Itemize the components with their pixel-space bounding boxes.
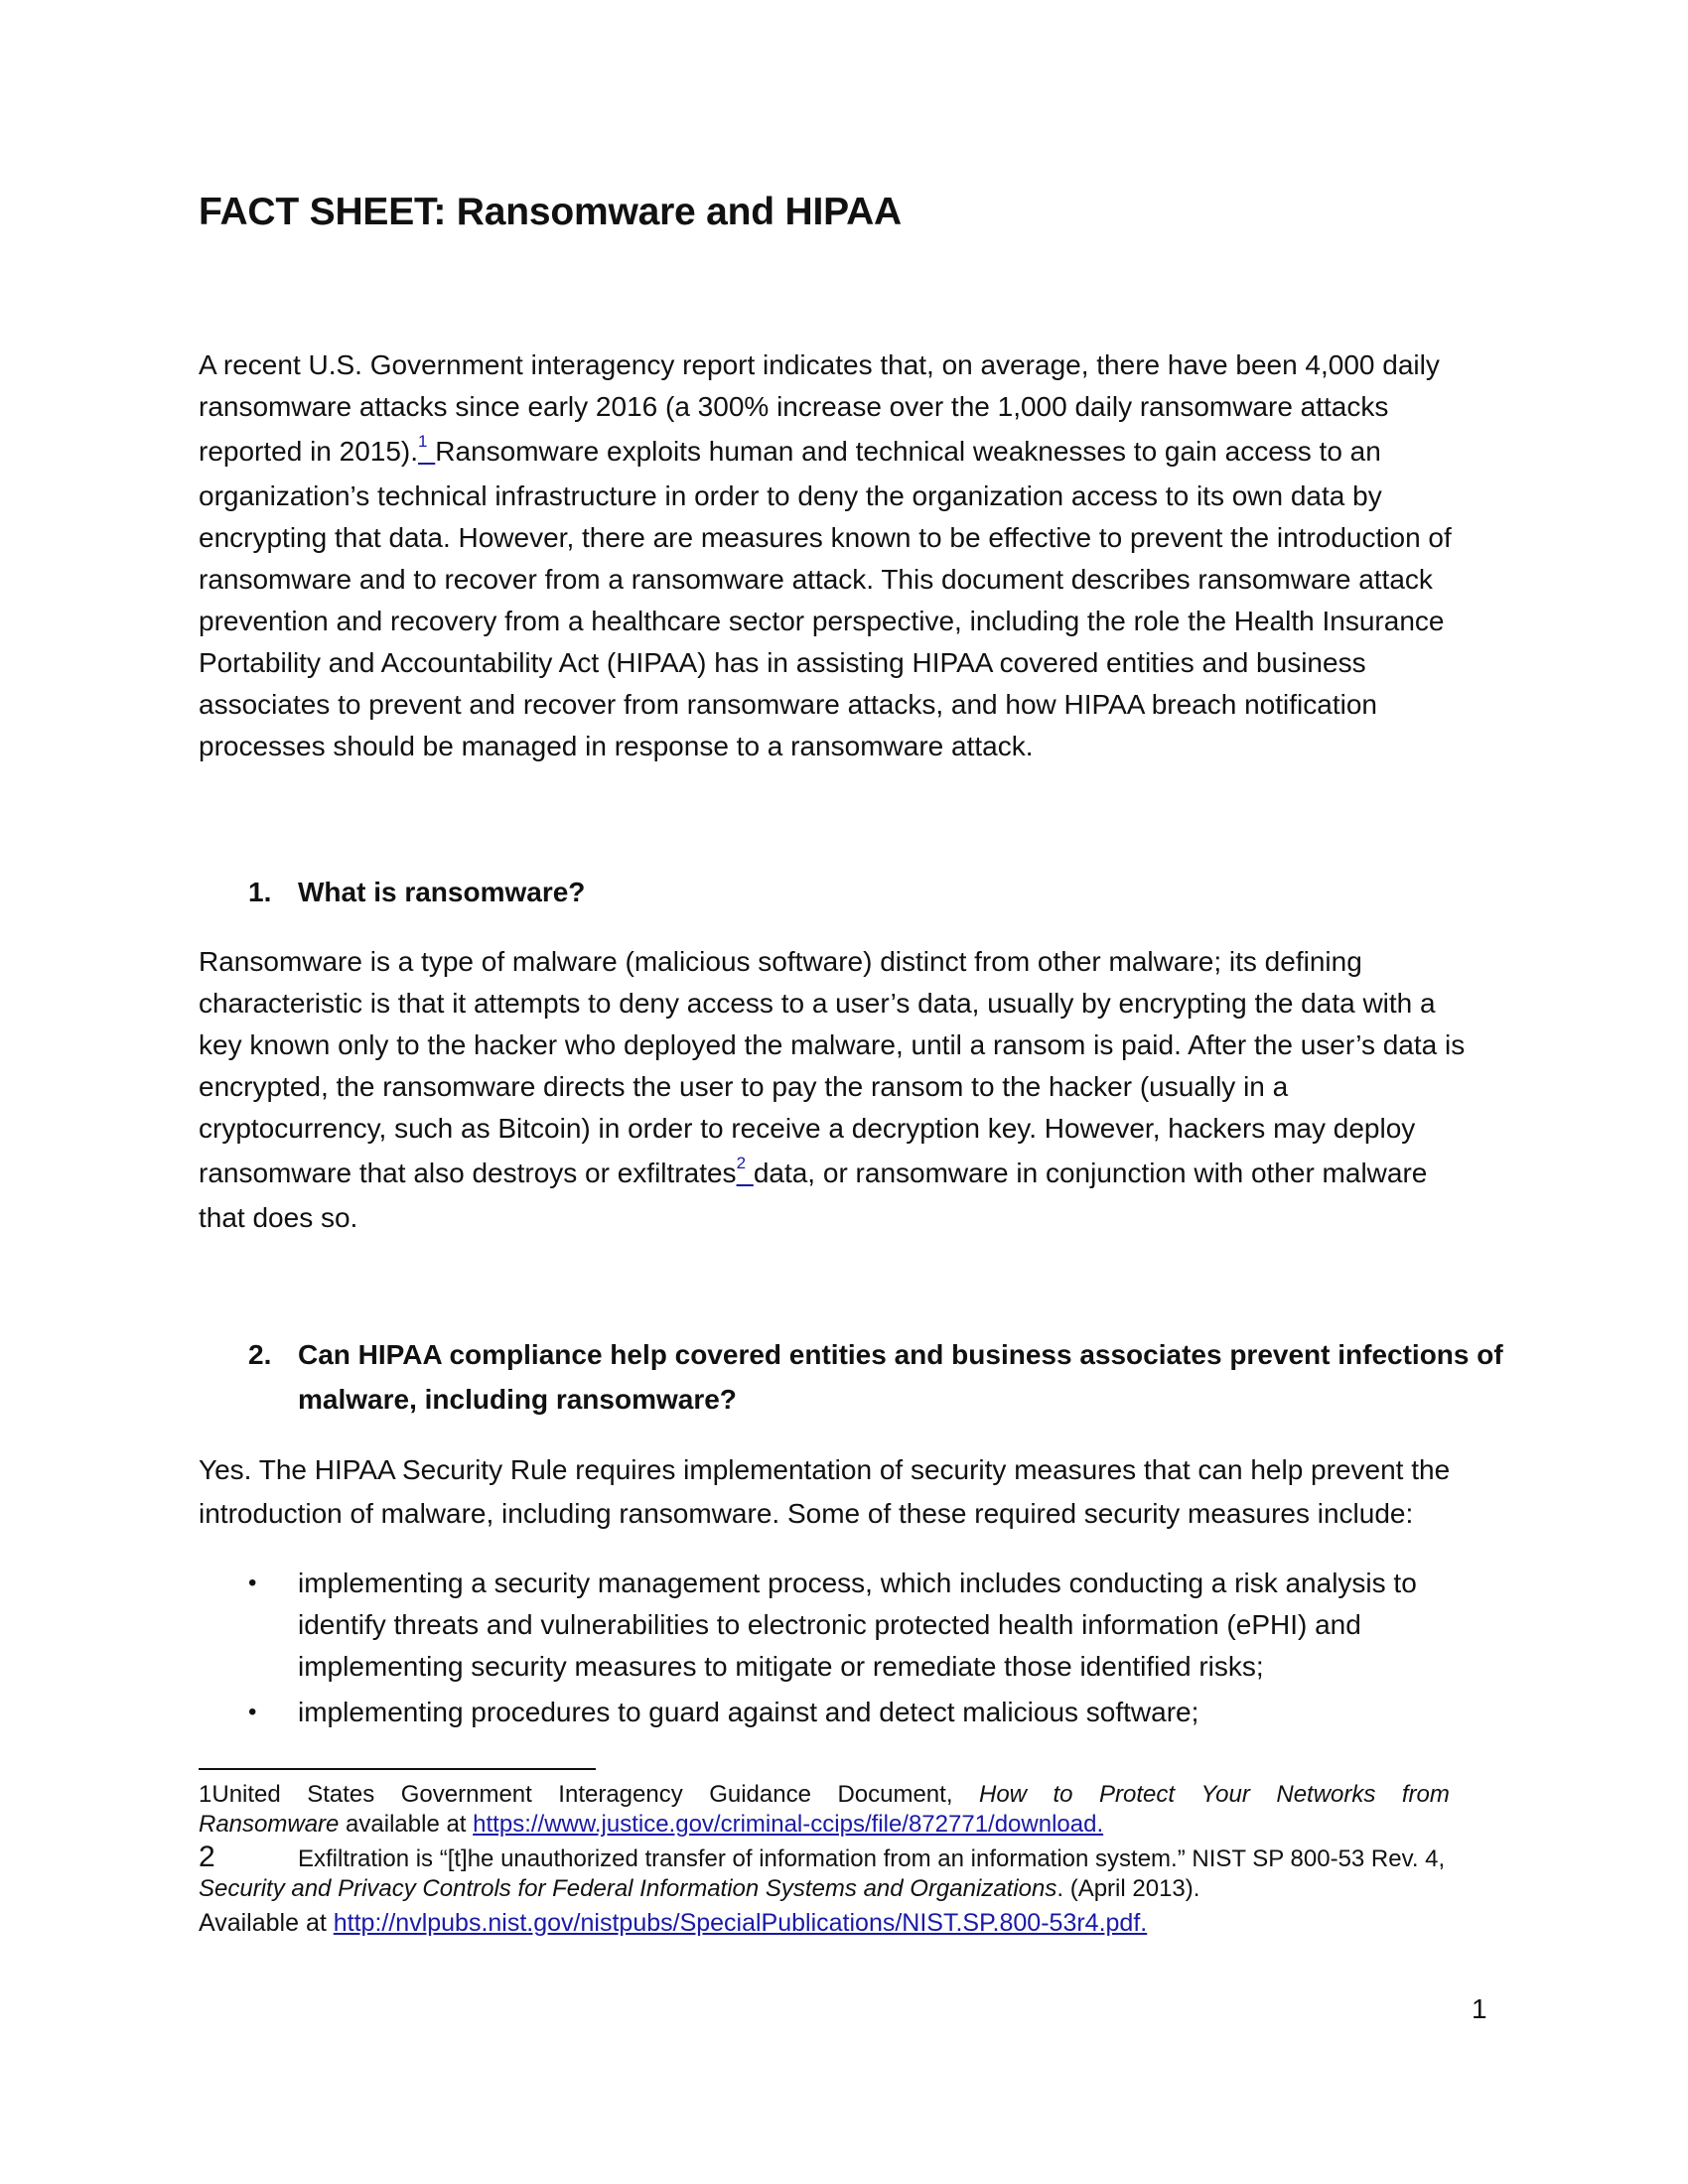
page-number: 1 xyxy=(1472,1993,1487,2024)
intro-line: encrypting that data. However, there are measures known to be effective to prevent the introduction of xyxy=(199,522,1452,553)
intro-line: A recent U.S. Government interagency report indicates that, on average, there have been 4,000 daily xyxy=(199,349,1440,380)
section-2-paragraph xyxy=(199,1449,1450,1535)
section-number: 2. xyxy=(248,1339,272,1370)
footnote-2-text: Exfiltration is “[t]he unauthorized transfer of information from an information system.” NIST SP 800-53 Rev. 4, xyxy=(298,1845,1446,1872)
footnote-2-reference[interactable] xyxy=(736,1154,754,1188)
section-1-line: Ransomware is a type of malware (malicious software) distinct from other malware; its defining xyxy=(199,946,1362,977)
footnote-1-reference[interactable] xyxy=(418,432,435,467)
section-2-heading xyxy=(248,1333,1503,1377)
footnote-1-text: United xyxy=(211,1781,281,1808)
section-1-text: ransomware that also destroys or exfiltrates xyxy=(199,1158,737,1188)
intro-line: associates to prevent and recover from ransomware attacks, and how HIPAA breach notification xyxy=(199,689,1377,720)
footnote-1-link[interactable]: https://www.justice.gov/criminal-ccips/file/872771/download. xyxy=(473,1811,1104,1838)
footnote-2-number: 2 xyxy=(199,1841,215,1873)
footnote-1-italic: Ransomware xyxy=(199,1811,340,1838)
section-1-paragraph xyxy=(199,941,1465,1239)
intro-line: Portability and Accountability Act (HIPAA) has in assisting HIPAA covered entities and business xyxy=(199,647,1366,678)
bullet-icon: • xyxy=(248,1699,257,1725)
section-1-line xyxy=(199,1150,1465,1197)
footnote-1-word: to xyxy=(1053,1781,1073,1808)
section-heading-text: What is ransomware? xyxy=(298,877,586,907)
list-item-line: implementing a security management process, which includes conducting a risk analysis to xyxy=(298,1568,1417,1598)
section-1-text: data, or ransomware in conjunction with other malware xyxy=(753,1158,1428,1188)
intro-line: ransomware attacks since early 2016 (a 300% increase over the 1,000 daily ransomware attacks xyxy=(199,391,1389,422)
section-1-line: key known only to the hacker who deployed the malware, until a ransom is paid. After the user’s data is xyxy=(199,1029,1466,1060)
footnote-1-word: Protect xyxy=(1098,1781,1176,1808)
section-number: 1. xyxy=(248,877,272,907)
footnote-1-number: 1 xyxy=(199,1781,212,1808)
intro-line: ransomware and to recover from a ransomware attack. This document describes ransomware attack xyxy=(199,564,1433,595)
footnote-1-line xyxy=(199,1810,1450,1840)
footnote-1-word: Networks xyxy=(1276,1781,1376,1808)
intro-paragraph xyxy=(199,344,1452,767)
list-item xyxy=(248,1563,1417,1688)
footnote-1-marker: 1 xyxy=(418,432,428,451)
footnote-separator xyxy=(199,1768,596,1770)
footnote-1-line xyxy=(199,1780,1450,1810)
footnote-1-word: Government xyxy=(400,1781,532,1808)
intro-line xyxy=(199,428,1452,476)
bullet-list xyxy=(248,1563,1417,1733)
footnote-2-marker: 2 xyxy=(736,1154,747,1172)
footnote-2-line xyxy=(199,1908,1445,1938)
list-item-line: implementing security measures to mitigate or remediate those identified risks; xyxy=(298,1651,1264,1682)
section-1-line: encrypted, the ransomware directs the user to pay the ransom to the hacker (usually in a xyxy=(199,1071,1289,1102)
footnote-1-text: available at xyxy=(339,1811,474,1838)
footnote-1 xyxy=(199,1780,1450,1840)
footnote-2 xyxy=(199,1843,1445,1938)
footnote-2-italic: Security and Privacy Controls for Federal Information Systems and Organizations xyxy=(199,1875,1057,1902)
footnote-2-text: . (April 2013). xyxy=(1056,1875,1200,1902)
footnote-2-link[interactable]: http://nvlpubs.nist.gov/nistpubs/SpecialPublications/NIST.SP.800-53r4.pdf. xyxy=(333,1909,1148,1937)
section-2-line: introduction of malware, including ransomware. Some of these required security measures include: xyxy=(199,1498,1414,1529)
section-heading-text: Can HIPAA compliance help covered entities and business associates prevent infections of xyxy=(298,1339,1503,1370)
footnote-2-line xyxy=(199,1843,1445,1874)
intro-line: processes should be managed in response to a ransomware attack. xyxy=(199,731,1034,761)
intro-line: organization’s technical infrastructure in order to deny the organization access to its own data by xyxy=(199,480,1382,511)
intro-line: prevention and recovery from a healthcare sector perspective, including the role the Health Insurance xyxy=(199,606,1445,636)
section-2-heading-continued: malware, including ransomware? xyxy=(298,1384,737,1415)
footnote-2-line xyxy=(199,1874,1445,1904)
section-1-line: characteristic is that it attempts to deny access to a user’s data, usually by encrypting the data with a xyxy=(199,988,1436,1019)
intro-text: Ransomware exploits human and technical weaknesses to gain access to an xyxy=(435,436,1381,467)
footnote-1-word: How xyxy=(978,1781,1027,1808)
footnote-1-word xyxy=(199,1780,281,1810)
bullet-icon: • xyxy=(248,1570,257,1596)
footnote-1-word: Document, xyxy=(837,1781,953,1808)
footnote-1-word: Interagency xyxy=(558,1781,683,1808)
intro-text: reported in 2015). xyxy=(199,436,419,467)
list-item-line: implementing procedures to guard against and detect malicious software; xyxy=(298,1697,1199,1727)
footnote-1-word: States xyxy=(307,1781,375,1808)
page-title: FACT SHEET: Ransomware and HIPAA xyxy=(199,191,902,233)
list-item xyxy=(248,1692,1417,1733)
footnote-1-word: from xyxy=(1401,1781,1450,1808)
section-1-line: that does so. xyxy=(199,1202,358,1233)
section-1-line: cryptocurrency, such as Bitcoin) in order to receive a decryption key. However, hackers may deploy xyxy=(199,1113,1416,1144)
footnote-2-text: Available at xyxy=(199,1909,334,1937)
footnote-1-word: Guidance xyxy=(709,1781,811,1808)
section-2-line: Yes. The HIPAA Security Rule requires implementation of security measures that can help prevent the xyxy=(199,1454,1451,1485)
list-item-line: identify threats and vulnerabilities to electronic protected health information (ePHI) and xyxy=(298,1609,1361,1640)
footnote-1-word: Your xyxy=(1200,1781,1250,1808)
section-1-heading xyxy=(248,871,585,914)
